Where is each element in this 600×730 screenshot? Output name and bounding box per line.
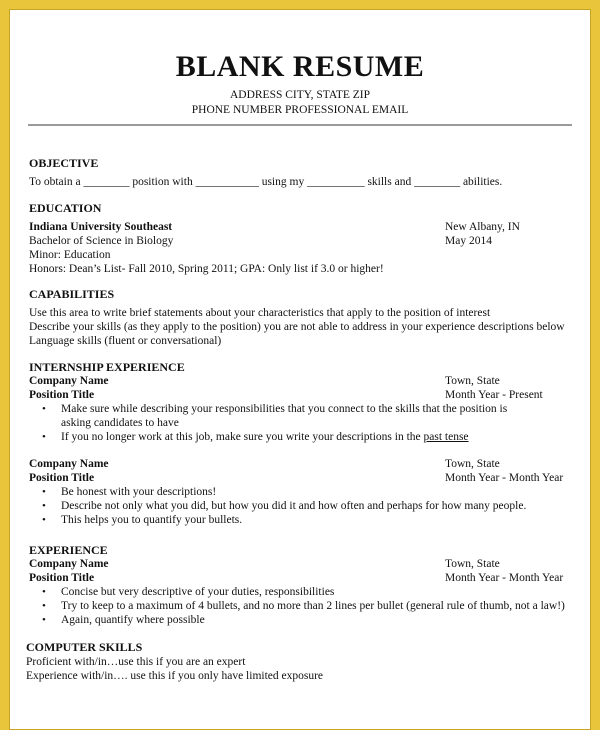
education-honors: Honors: Dean’s List- Fall 2010, Spring 2011; GPA: Only list if 3.0 or higher! (29, 263, 384, 275)
internship-company: Company Name (29, 458, 109, 470)
experience-company: Company Name (29, 558, 109, 570)
bullet-text-continued: asking candidates to have (61, 417, 179, 429)
bullet-marker: • (42, 403, 46, 415)
bullet-marker: • (42, 586, 46, 598)
past-tense-link[interactable]: past tense (423, 431, 469, 443)
computer-skills-heading: COMPUTER SKILLS (26, 640, 143, 654)
experience-dates: Month Year - Month Year (445, 572, 564, 584)
education-location: New Albany, IN (445, 221, 520, 233)
experience-location: Town, State (445, 558, 500, 570)
capabilities-line: Describe your skills (as they apply to the position) you are not able to address in your experience descriptions below (29, 321, 565, 333)
bullet-marker: • (42, 431, 46, 443)
education-date: May 2014 (445, 235, 492, 247)
bullet-text: Again, quantify where possible (61, 614, 205, 626)
education-heading: EDUCATION (29, 201, 102, 215)
resume-title: BLANK RESUME (175, 50, 425, 83)
bullet-marker: • (42, 600, 46, 612)
bullet-marker: • (42, 614, 46, 626)
bullet-marker: • (42, 500, 46, 512)
internship-company: Company Name (29, 375, 109, 387)
resume-page (9, 9, 591, 730)
capabilities-heading: CAPABILITIES (29, 287, 115, 301)
education-school: Indiana University Southeast (29, 221, 173, 233)
header-divider (28, 124, 572, 126)
experience-heading: EXPERIENCE (29, 543, 108, 557)
bullet-text: Try to keep to a maximum of 4 bullets, and no more than 2 lines per bullet (general rule of thumb, not a law!) (61, 600, 565, 612)
objective-text: To obtain a ________ position with ___________ using my __________ skills and ________ abilities. (29, 176, 503, 188)
computer-skills-line: Experience with/in…. use this if you only have limited exposure (26, 670, 324, 682)
internship-position: Position Title (29, 472, 95, 484)
internship-location: Town, State (445, 458, 500, 470)
bullet-text: If you no longer work at this job, make sure you write your descriptions in the past tense (61, 431, 469, 443)
bullet-text: Make sure while describing your responsibilities that you connect to the skills that the position is (61, 403, 508, 415)
bullet-marker: • (42, 486, 46, 498)
education-degree: Bachelor of Science in Biology (29, 235, 174, 247)
internship-position: Position Title (29, 389, 95, 401)
education-minor: Minor: Education (29, 249, 111, 261)
bullet-text: This helps you to quantify your bullets. (61, 514, 243, 526)
objective-heading: OBJECTIVE (29, 156, 99, 170)
bullet-text: Concise but very descriptive of your duties, responsibilities (61, 586, 335, 598)
internship-dates: Month Year - Month Year (445, 472, 564, 484)
internship-dates: Month Year - Present (445, 389, 543, 401)
bullet-text: Describe not only what you did, but how you did it and how often and perhaps for how many people. (61, 500, 527, 512)
contact-line: PHONE NUMBER PROFESSIONAL EMAIL (191, 104, 409, 116)
capabilities-line: Use this area to write brief statements about your characteristics that apply to the position of interest (29, 307, 491, 319)
capabilities-line: Language skills (fluent or conversational) (29, 335, 222, 347)
internship-heading: INTERNSHIP EXPERIENCE (29, 360, 185, 374)
bullet-text: Be honest with your descriptions! (61, 486, 217, 498)
internship-location: Town, State (445, 375, 500, 387)
address-line: ADDRESS CITY, STATE ZIP (229, 89, 371, 101)
computer-skills-line: Proficient with/in…use this if you are an expert (26, 656, 246, 668)
experience-position: Position Title (29, 572, 95, 584)
bullet-marker: • (42, 514, 46, 526)
